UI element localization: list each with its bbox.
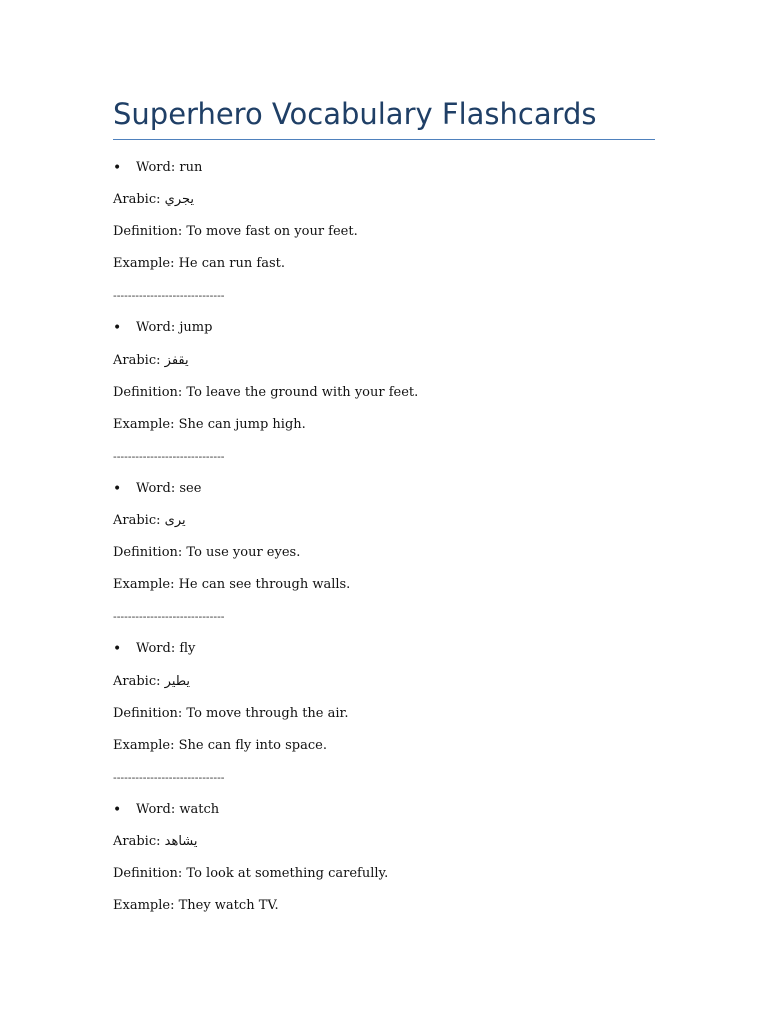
arabic-label: Arabic:: [113, 673, 165, 689]
arabic-line: [113, 345, 655, 377]
definition-value: To leave the ground with your feet.: [186, 384, 419, 400]
arabic-value: يرى: [164, 513, 186, 529]
card-separator: ------------------------------: [113, 289, 225, 303]
definition-value: To use your eyes.: [186, 545, 301, 561]
arabic-value: يطير: [164, 673, 191, 689]
definition-label: Definition:: [113, 705, 187, 721]
word-line: [113, 633, 655, 665]
definition-label: Definition:: [113, 224, 187, 240]
arabic-value: يقفز: [164, 352, 189, 368]
bullet-icon: •: [113, 480, 122, 497]
example-value: They watch TV.: [178, 898, 279, 914]
example-line: [113, 730, 655, 762]
word-value: jump: [179, 320, 213, 336]
definition-value: To move fast on your feet.: [186, 224, 358, 240]
flashcard: [113, 473, 655, 633]
word-line: [113, 794, 655, 826]
arabic-line: [113, 184, 655, 216]
word-line: [113, 152, 655, 184]
card-separator: ------------------------------: [113, 770, 225, 784]
bullet-icon: •: [113, 320, 122, 337]
flashcard: [113, 633, 655, 793]
word-line: [113, 312, 655, 344]
example-label: Example:: [113, 256, 179, 272]
bullet-icon: •: [113, 641, 122, 658]
flashcard-list: [113, 152, 655, 922]
example-label: Example:: [113, 577, 179, 593]
definition-label: Definition:: [113, 384, 187, 400]
arabic-value: يشاهد: [164, 833, 198, 849]
example-line: [113, 890, 655, 922]
example-line: [113, 569, 655, 601]
card-separator: ------------------------------: [113, 449, 225, 463]
example-value: He can run fast.: [178, 256, 285, 272]
bullet-icon: •: [113, 160, 122, 176]
flashcard: [113, 794, 655, 922]
word-line: [113, 473, 655, 505]
example-label: Example:: [113, 898, 179, 914]
example-line: [113, 248, 655, 280]
definition-line: [113, 377, 655, 409]
arabic-line: [113, 666, 655, 698]
word-label: Word:: [136, 801, 180, 817]
document-title: Superhero Vocabulary Flashcards: [113, 97, 597, 131]
word-value: watch: [179, 801, 220, 817]
arabic-label: Arabic:: [113, 833, 165, 849]
example-value: He can see through walls.: [178, 577, 351, 593]
arabic-label: Arabic:: [113, 513, 165, 529]
example-label: Example:: [113, 416, 179, 432]
arabic-line: [113, 505, 655, 537]
definition-line: [113, 698, 655, 730]
flashcard: [113, 152, 655, 312]
title-underline: [113, 139, 655, 140]
word-label: Word:: [136, 480, 180, 496]
example-value: She can fly into space.: [178, 737, 327, 753]
definition-value: To look at something carefully.: [186, 866, 389, 882]
definition-line: [113, 216, 655, 248]
word-label: Word:: [136, 160, 180, 175]
definition-label: Definition:: [113, 866, 187, 882]
definition-value: To move through the air.: [186, 705, 349, 721]
definition-label: Definition:: [113, 545, 187, 561]
word-value: fly: [179, 641, 196, 657]
example-line: [113, 409, 655, 441]
word-label: Word:: [136, 641, 180, 657]
flashcard: [113, 312, 655, 472]
word-value: see: [179, 480, 202, 496]
word-label: Word:: [136, 320, 180, 336]
example-label: Example:: [113, 737, 179, 753]
arabic-label: Arabic:: [113, 352, 165, 368]
arabic-line: [113, 826, 655, 858]
word-value: run: [179, 160, 203, 175]
arabic-value: يجري: [164, 192, 194, 208]
bullet-icon: •: [113, 801, 122, 818]
definition-line: [113, 858, 655, 890]
example-value: She can jump high.: [178, 416, 306, 432]
arabic-label: Arabic:: [113, 192, 165, 208]
card-separator: ------------------------------: [113, 610, 225, 624]
definition-line: [113, 537, 655, 569]
